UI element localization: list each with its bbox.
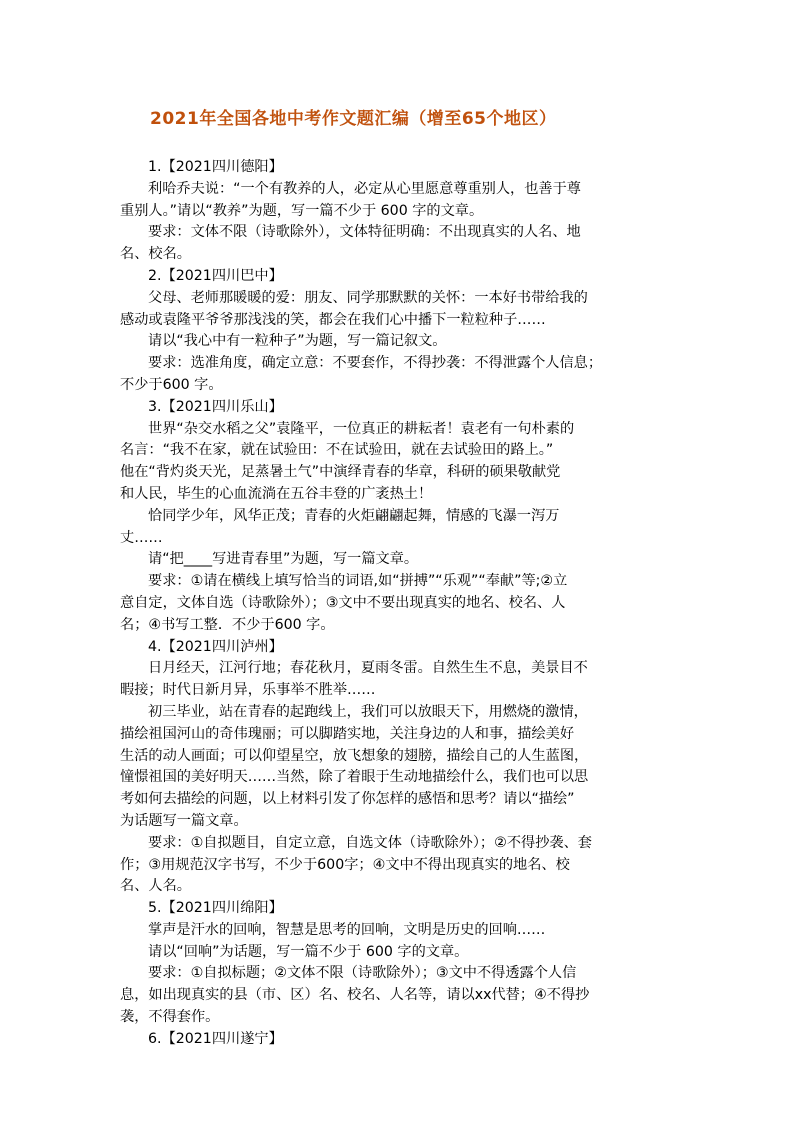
text-line: 考如何去描绘的问题，以上材料引发了你怎样的感悟和思考？请以“描绘”: [120, 791, 575, 808]
text-line: 初三毕业，站在青春的起跑线上，我们可以放眼天下，用燃烧的激情，: [148, 703, 588, 720]
text-line: 父母、老师那暖暖的爱：朋友、同学那默默的关怀：一本好书带给我的: [148, 289, 588, 306]
text-line: 要求：①自拟题目，自定立意，自选文体（诗歌除外）；②不得抄袭、套: [148, 834, 592, 851]
text-line: 请以“回响”为话题，写一篇不少于 600 字的文章。: [148, 943, 469, 960]
text-line: 名；④书写工整．不少于600 字。: [120, 616, 335, 633]
text-line: 要求：文体不限（诗歌除外），文体特征明确：不出现真实的人名、地: [148, 224, 581, 241]
text-line: 名言：“我不在家，就在试验田：不在试验田，就在去试验田的路上。”: [120, 442, 554, 459]
text-line: 请以“我心中有一粒种子”为题，写一篇记叙文。: [148, 333, 447, 350]
text-line: 请“把____写进青春里”为题，写一篇文章。: [148, 551, 419, 568]
text-line: 日月经天，江河行地；春花秋月，夏雨冬雷。自然生生不息，美景目不: [148, 660, 588, 677]
text-line: 世界“杂交水稻之父”袁隆平，一位真正的耕耘者！袁老有一句朴素的: [148, 420, 575, 437]
text-line: 2.【2021四川巴中】: [148, 267, 283, 284]
text-line: 丈……: [120, 529, 163, 546]
document-title: 2021年全国各地中考作文题汇编（增至65个地区）: [150, 109, 557, 129]
text-line: 作；③用规范汉字书写，不少于600字；④文中不得出现真实的地名、校: [120, 856, 570, 873]
text-line: 要求：选准角度，确定立意：不要套作，不得抄袭：不得泄露个人信息；: [148, 355, 603, 372]
text-line: 和人民，毕生的心血流淌在五谷丰登的广袤热土！: [120, 485, 433, 502]
text-line: 意自定，文体自选（诗歌除外）；③文中不要出现真实的地名、校名、人: [120, 594, 566, 611]
text-line: 6.【2021四川遂宁】: [148, 1030, 283, 1047]
text-line: 暇接；时代日新月异，乐事举不胜举……: [120, 682, 376, 699]
text-line: 名、校名。: [120, 246, 191, 263]
text-line: 1.【2021四川德阳】: [148, 159, 283, 175]
text-line: 不少于600 字。: [120, 376, 223, 393]
text-line: 5.【2021四川绵阳】: [148, 900, 283, 917]
text-line: 4.【2021四川泸州】: [148, 638, 283, 655]
text-line: 为话题写一篇文章。: [120, 812, 248, 829]
text-line: 名、人名。: [120, 878, 191, 895]
text-line: 描绘祖国河山的奇伟瑰丽；可以脚踏实地，关注身边的人和事，描绘美好: [120, 725, 575, 742]
text-line: 恰同学少年，风华正茂；青春的火炬翩翩起舞，情感的飞瀑一泻万: [148, 507, 560, 524]
text-line: 要求：①自拟标题；②文体不限（诗歌除外）；③文中不得透露个人信: [148, 965, 577, 982]
text-line: 他在“背灼炎天光，足蒸暑土气”中演绎青春的华章，科研的硕果敬献党: [120, 464, 561, 481]
text-line: 重别人。”请以“教养”为题，写一篇不少于 600 字的文章。: [120, 202, 484, 219]
text-line: 掌声是汗水的回响，智慧是思考的回响，文明是历史的回响……: [148, 921, 546, 938]
text-line: 感动或袁隆平爷爷那浅浅的笑，都会在我们心中播下一粒粒种子……: [120, 311, 546, 328]
text-line: 息，如出现真实的县（市、区）名、校名、人名等，请以xx代替；④不得抄: [120, 987, 590, 1004]
text-line: 要求：①请在横线上填写恰当的词语,如“拼搏”“乐观”“奉献”等;②立: [148, 573, 568, 590]
text-line: 憧憬祖国的美好明天……当然，除了着眼于生动地描绘什么，我们也可以思: [120, 769, 589, 786]
document-body: [120, 157, 680, 1051]
text-line: 生活的动人画面；可以仰望星空，放飞想象的翅膀，描绘自己的人生蓝图，: [120, 747, 589, 764]
text-line: 袭，不得套作。: [120, 1009, 220, 1026]
text-line: 利哈乔夫说：“一个有教养的人，必定从心里愿意尊重别人，也善于尊: [148, 180, 581, 197]
text-line: 3.【2021四川乐山】: [148, 398, 283, 415]
